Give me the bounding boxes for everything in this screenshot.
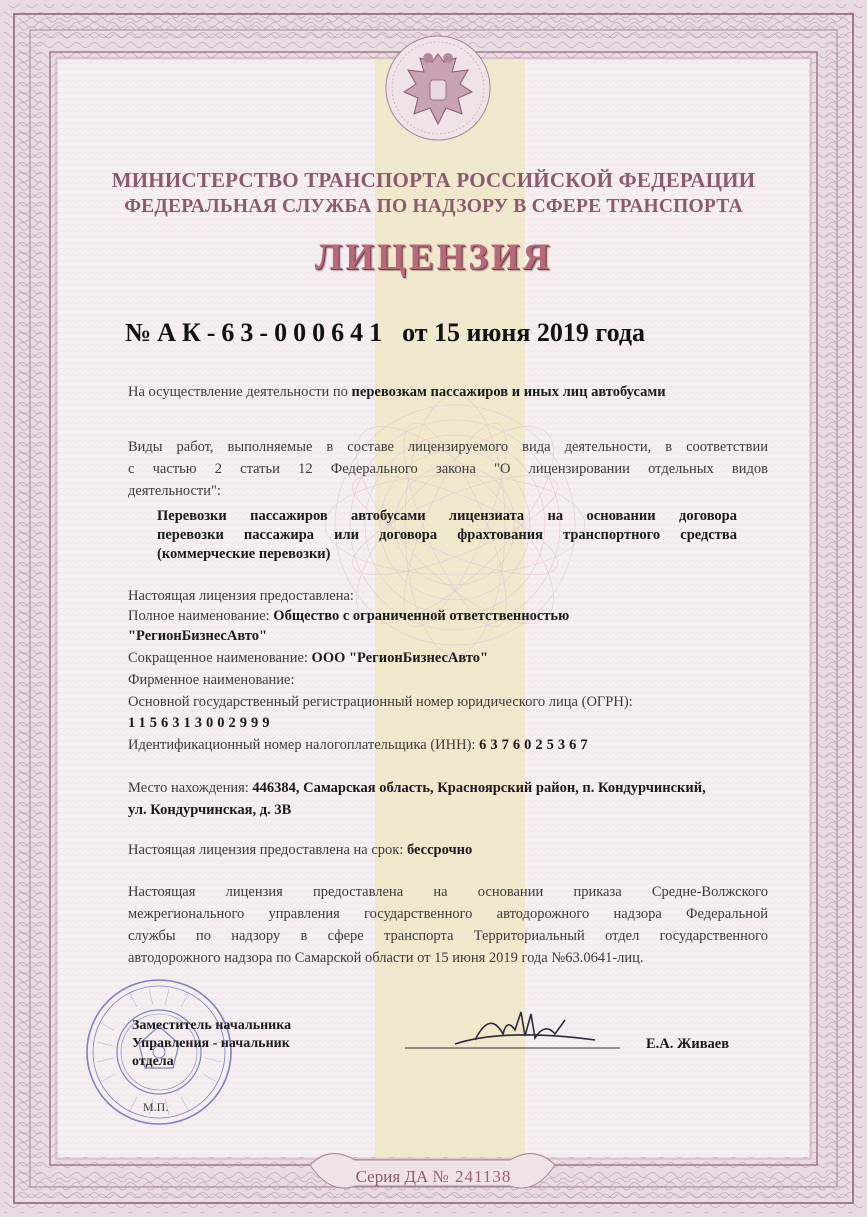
term-line (128, 842, 472, 859)
service-heading: ФЕДЕРАЛЬНАЯ СЛУЖБА ПО НАДЗОРУ В СФЕРЕ ТРАНСПОРТА (124, 196, 743, 217)
term-value: бессрочно (407, 842, 473, 858)
signer-name: Е.А. Живаев (646, 1036, 730, 1052)
works-line-3: деятельности": (128, 483, 221, 499)
address-value-1: 446384, Самарская область, Красноярский район, п. Кондурчинский, (252, 780, 706, 796)
granted-to-label: Настоящая лицензия предоставлена: (128, 588, 354, 604)
term-label: Настоящая лицензия предоставлена на срок: (128, 842, 404, 858)
full-name-value-2: "РегионБизнесАвто" (128, 628, 268, 644)
activity-line (128, 384, 666, 401)
activity-name: перевозкам пассажиров и иных лиц автобусами (351, 384, 666, 400)
ministry-heading: МИНИСТЕРСТВО ТРАНСПОРТА РОССИЙСКОЙ ФЕДЕРАЦИИ (111, 168, 756, 192)
short-name-label: Сокращенное наименование: (128, 650, 308, 666)
serial-label: Серия ДА (355, 1167, 429, 1186)
handwritten-signature (395, 1000, 625, 1060)
document-title: ЛИЦЕНЗИЯ (314, 237, 553, 278)
basis-line-4: автодорожного надзора по Самарской области от 15 июня 2019 года №63.0641-лиц. (128, 950, 644, 966)
full-name-value: Общество с ограниченной ответственностью (273, 608, 570, 624)
ogrn-label: Основной государственный регистрационный номер юридического лица (ОГРН): (128, 694, 633, 710)
inn-line (128, 737, 592, 754)
works-item-line-3: (коммерческие перевозки) (157, 546, 331, 562)
inn-value: 6376025367 (479, 737, 592, 753)
number-sign: № (125, 318, 152, 347)
license-number-line (125, 318, 645, 348)
inn-label: Идентификационный номер налогоплательщика (ИНН): (128, 737, 476, 753)
works-line-1: Виды работ, выполняемые в составе лицензируемого вида деятельности, в соответствии (128, 439, 768, 455)
works-item-line-2: перевозки пассажира или договора фрахтования транспортного средства (157, 527, 737, 543)
full-name-label: Полное наименование: (128, 608, 270, 624)
basis-line-3: службы по надзору в сфере транспорта Территориальный отдел государственного (128, 928, 768, 944)
ogrn-value: 1156313002999 (128, 715, 274, 731)
brand-name-label: Фирменное наименование: (128, 672, 295, 688)
works-line-2: с частью 2 статьи 12 Федерального закона "О лицензировании отдельных видов (128, 461, 768, 477)
address-line-1 (128, 780, 706, 797)
signer-position-line-3: отдела (132, 1054, 174, 1069)
license-number: АК-63-000641 (157, 318, 389, 347)
basis-line-2: межрегионального управления государственного автодорожного надзора Федеральной (128, 906, 768, 922)
form-serial (0, 1167, 867, 1187)
address-value-2: ул. Кондурчинская, д. 3В (128, 802, 292, 818)
short-name-line (128, 650, 488, 667)
coat-of-arms-emblem (386, 36, 490, 140)
activity-prefix: На осуществление деятельности по (128, 384, 348, 400)
address-label: Место нахождения: (128, 780, 249, 796)
works-item-line-1: Перевозки пассажиров автобусами лицензиата на основании договора (157, 508, 737, 524)
full-name-line (128, 608, 569, 625)
license-date: от 15 июня 2019 года (402, 318, 645, 347)
signer-position-line-2: Управления - начальник (132, 1036, 290, 1051)
signer-position-line-1: Заместитель начальника (132, 1018, 292, 1033)
mp-mark: М.П. (143, 1100, 169, 1114)
basis-line-1: Настоящая лицензия предоставлена на основании приказа Средне-Волжского (128, 884, 768, 900)
serial-number: № 241138 (432, 1167, 512, 1186)
short-name-value: ООО "РегионБизнесАвто" (311, 650, 489, 666)
